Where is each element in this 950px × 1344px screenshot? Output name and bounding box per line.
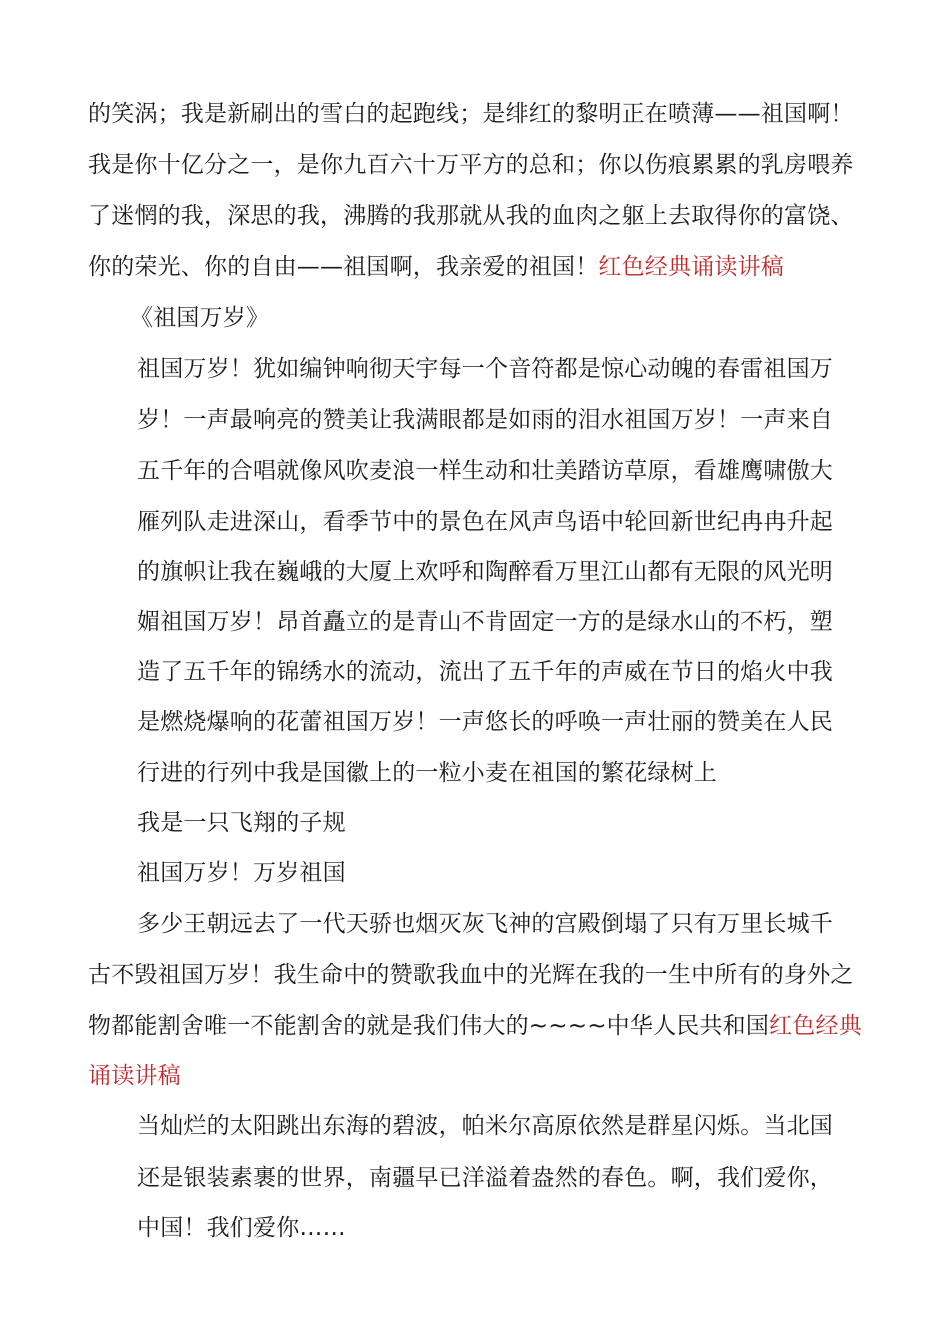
- paragraph-line: 中国！我们爱你……: [137, 1215, 346, 1241]
- paragraph-line: 还是银装素裹的世界，南疆早已洋溢着盎然的春色。啊，我们爱你，: [137, 1165, 833, 1191]
- red-classic-tag: 诵读讲稿: [88, 1063, 181, 1089]
- paragraph-line: 多少王朝远去了一代天骄也烟灭灰飞神的宫殿倒塌了只有万里长城千: [137, 911, 833, 937]
- poem-line: 五千年的合唱就像风吹麦浪一样生动和壮美踏访草原，看雄鹰啸傲大: [137, 458, 833, 484]
- poem-line: 祖国万岁！犹如编钟响彻天宇每一个音符都是惊心动魄的春雷祖国万: [137, 356, 833, 382]
- paragraph-line: [88, 252, 784, 282]
- paragraph-line: 我是你十亿分之一，是你九百六十万平方的总和；你以伤痕累累的乳房喂养: [88, 152, 854, 178]
- poem-line: 行进的行列中我是国徽上的一粒小麦在祖国的繁花绿树上: [137, 760, 717, 786]
- red-classic-tag: 红色经典诵读讲稿: [598, 254, 785, 280]
- poem-title: 《祖国万岁》: [130, 305, 270, 331]
- poem-line: 造了五千年的锦绣水的流动，流出了五千年的声威在节日的焰火中我: [137, 659, 833, 685]
- paragraph-line: 了迷惘的我，深思的我，沸腾的我那就从我的血肉之躯上去取得你的富饶、: [88, 203, 854, 229]
- paragraph-line: 古不毁祖国万岁！我生命中的赞歌我血中的光辉在我的一生中所有的身外之: [88, 962, 854, 988]
- paragraph-line: 的笑涡；我是新刷出的雪白的起跑线；是绯红的黎明正在喷薄——祖国啊！: [88, 101, 854, 127]
- poem-line: 祖国万岁！万岁祖国: [137, 860, 346, 886]
- paragraph-line: 当灿烂的太阳跳出东海的碧波，帕米尔高原依然是群星闪烁。当北国: [137, 1113, 833, 1139]
- paragraph-line: [88, 1011, 862, 1041]
- poem-line: 媚祖国万岁！昂首矗立的是青山不肯固定一方的是绿水山的不朽，塑: [137, 609, 833, 635]
- paragraph-text: 你的荣光、你的自由——祖国啊，我亲爱的祖国！: [88, 254, 599, 280]
- poem-line: 的旗帜让我在巍峨的大厦上欢呼和陶醉看万里江山都有无限的风光明: [137, 559, 833, 585]
- poem-line: 岁！一声最响亮的赞美让我满眼都是如雨的泪水祖国万岁！一声来自: [137, 407, 833, 433]
- red-classic-tag: 红色经典: [769, 1013, 862, 1039]
- paragraph-text: 物都能割舍唯一不能割舍的就是我们伟大的~~~~中华人民共和国: [88, 1013, 770, 1039]
- poem-line: 我是一只飞翔的子规: [137, 810, 346, 836]
- poem-line: 是燃烧爆响的花蕾祖国万岁！一声悠长的呼唤一声壮丽的赞美在人民: [137, 709, 833, 735]
- poem-line: 雁列队走进深山，看季节中的景色在风声鸟语中轮回新世纪冉冉升起: [137, 509, 833, 535]
